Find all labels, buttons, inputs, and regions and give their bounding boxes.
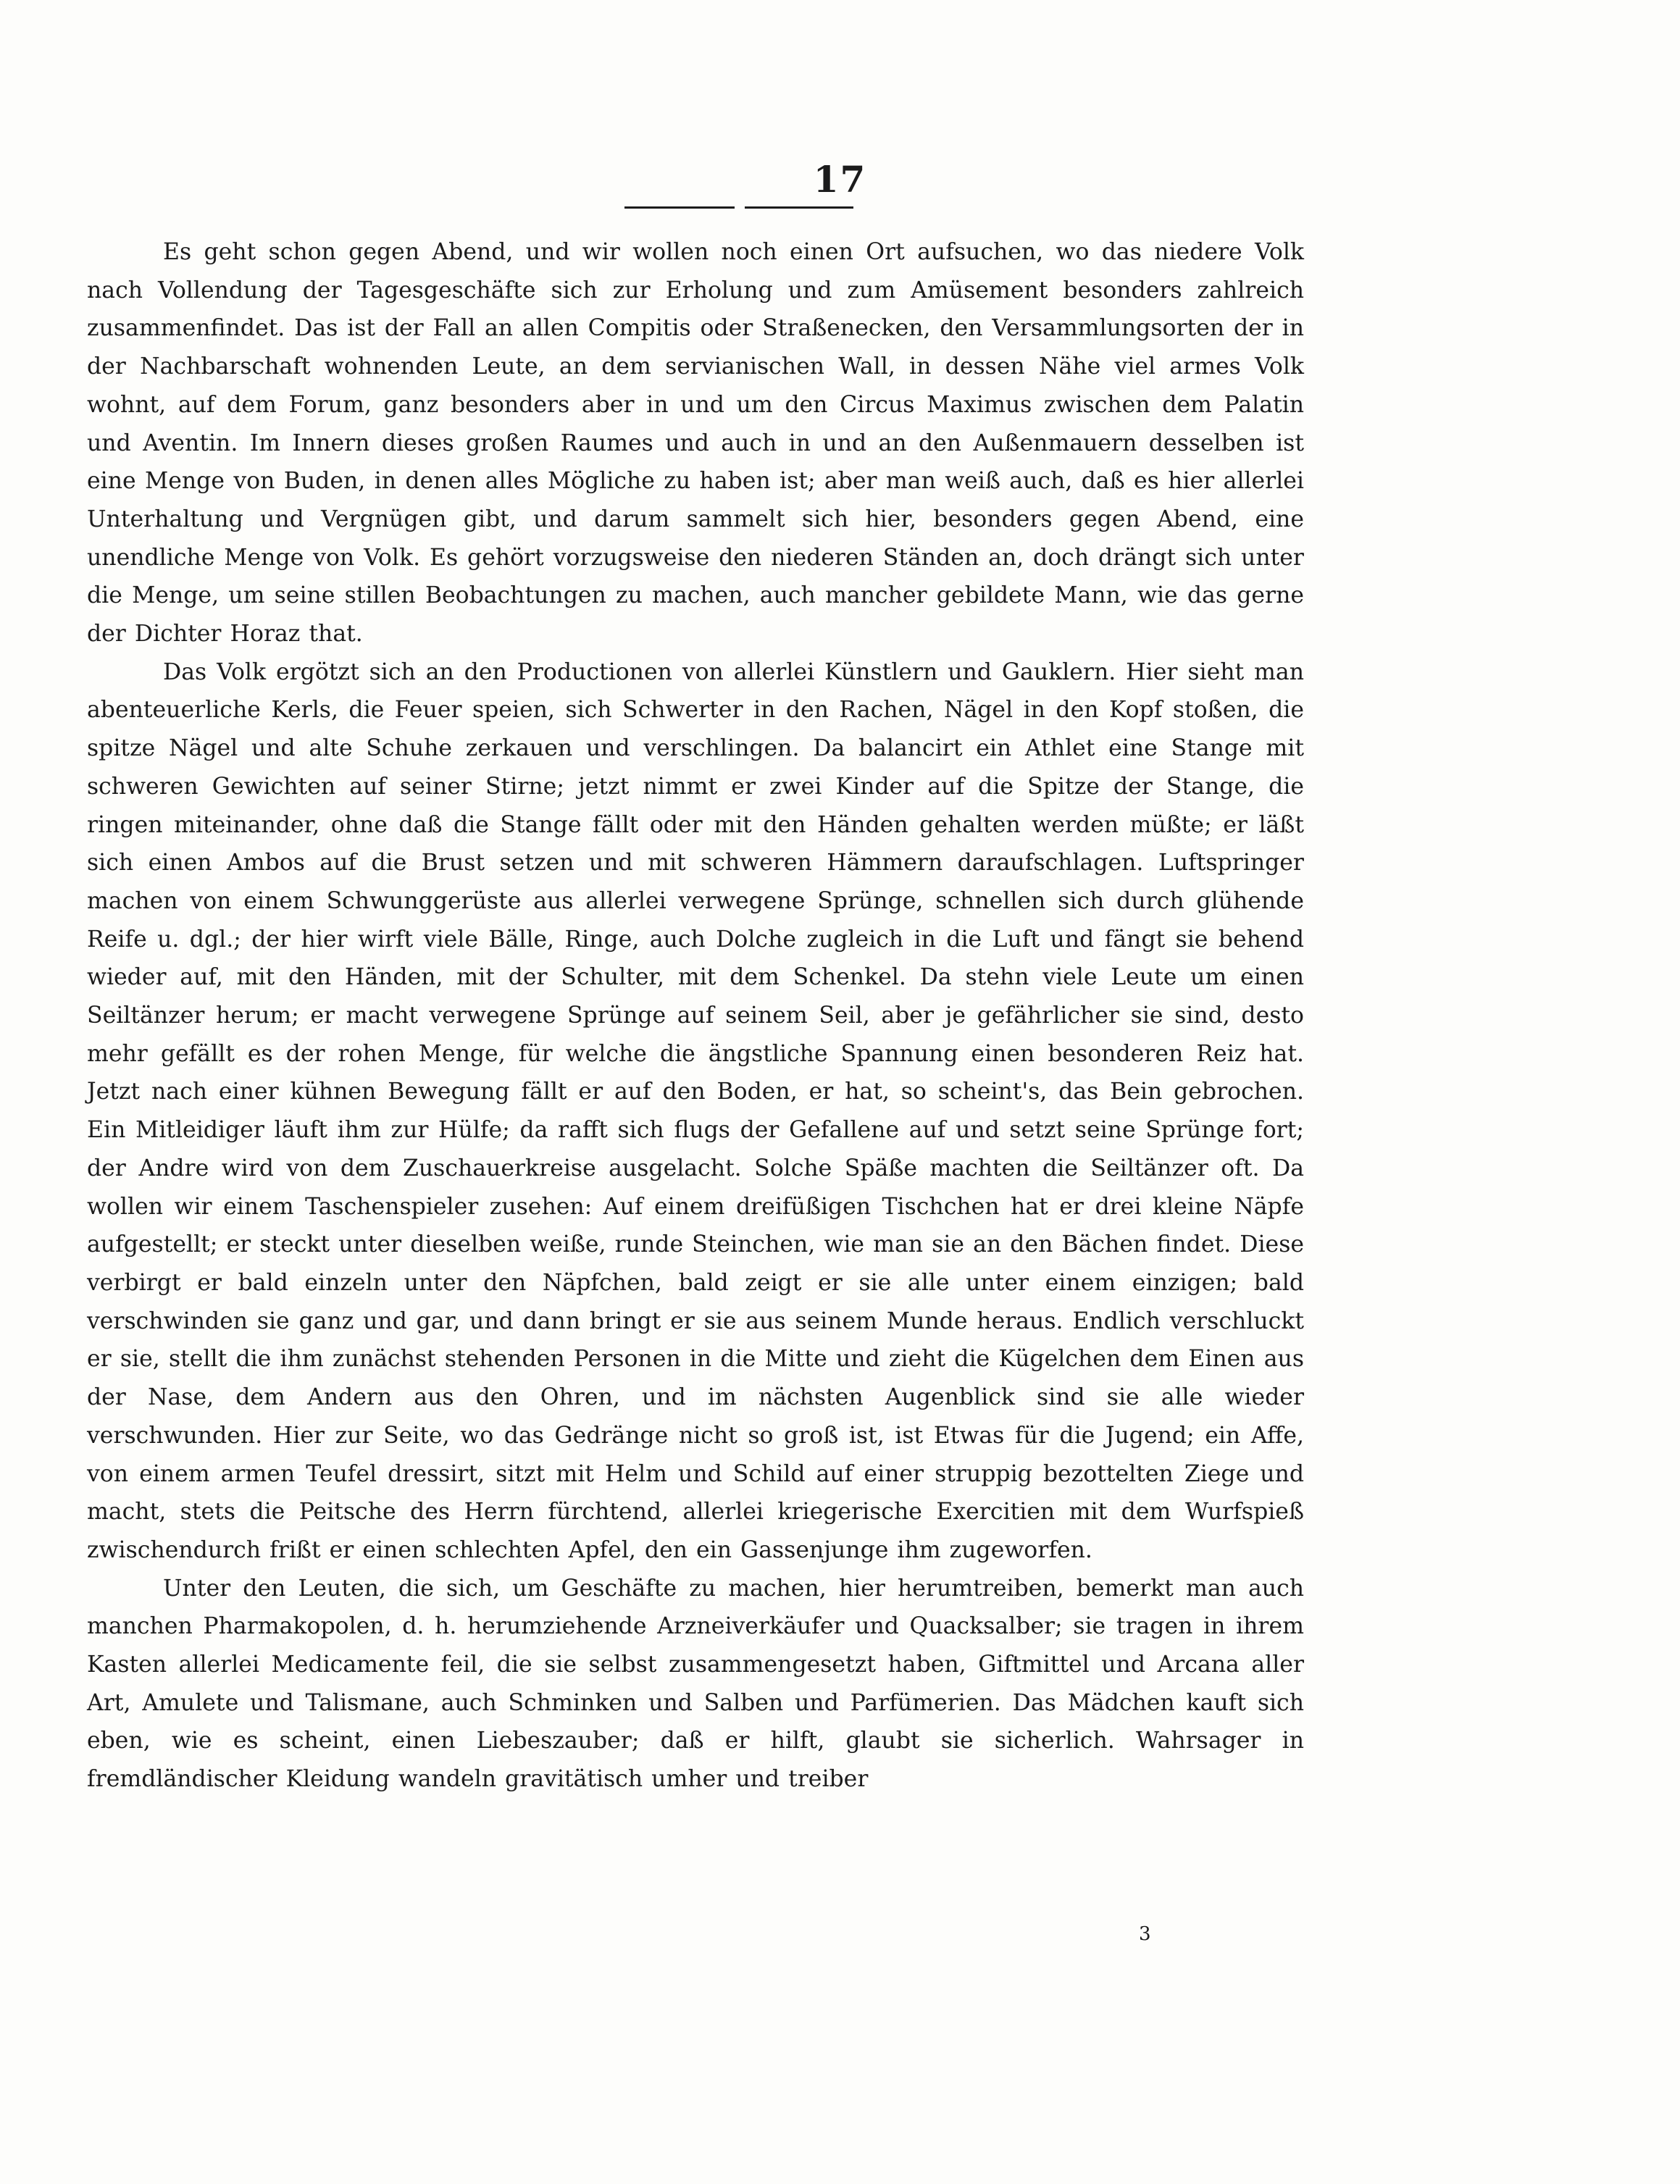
header-rule-right: [745, 206, 853, 209]
page-number: 17: [813, 158, 867, 201]
signature-mark: 3: [1139, 1923, 1151, 1945]
paragraph: Es geht schon gegen Abend, und wir wollen noch einen Ort aufsuchen, wo das niedere Volk nach Vollendung der Tagesgeschäfte sich zur Erholung und zum Amüsement besonders zahlreich zusammenfindet. Das ist der Fall an allen Compitis oder Straßenecken, den Versammlungsorten der in der Nachbarschaft wohnenden Leute, an dem servianischen Wall, in dessen Nähe viel armes Volk wohnt, auf dem Forum, ganz besonders aber in und um den Circus Maximus zwischen dem Palatin und Aventin. Im Innern dieses großen Raumes und auch in und an den Außenmauern desselben ist eine Menge von Buden, in denen alles Mögliche zu haben ist; aber man weiß auch, daß es hier allerlei Unterhaltung und Vergnügen gibt, und darum sammelt sich hier, besonders gegen Abend, eine unendliche Menge von Volk. Es gehört vorzugsweise den niederen Ständen an, doch drängt sich unter die Menge, um seine stillen Beobachtungen zu machen, auch mancher gebildete Mann, wie das gerne der Dichter Horaz that.: [87, 239, 1304, 648]
body-text: [87, 233, 1304, 1799]
paragraph: Unter den Leuten, die sich, um Geschäfte zu machen, hier herumtreiben, bemerkt man auch manchen Pharmakopolen, d. h. herumziehende Arzneiverkäufer und Quacksalber; sie tragen in ihrem Kasten allerlei Medicamente feil, die sie selbst zusammengesetzt haben, Giftmittel und Arcana aller Art, Amulete und Talismane, auch Schminken und Salben und Parfümerien. Das Mädchen kauft sich eben, wie es scheint, einen Liebeszauber; daß er hilft, glaubt sie sicherlich. Wahrsager in fremdländischer Kleidung wandeln gravitätisch umher und treiber: [87, 1575, 1304, 1793]
header-rule-left: [624, 206, 735, 209]
paragraph: Das Volk ergötzt sich an den Productionen von allerlei Künstlern und Gauklern. Hier sieht man abenteuerliche Kerls, die Feuer speien, sich Schwerter in den Rachen, Nägel in den Kopf stoßen, die spitze Nägel und alte Schuhe zerkauen und verschlingen. Da balancirt ein Athlet eine Stange mit schweren Gewichten auf seiner Stirne; jetzt nimmt er zwei Kinder auf die Spitze der Stange, die ringen miteinander, ohne daß die Stange fällt oder mit den Händen gehalten werden müßte; er läßt sich einen Ambos auf die Brust setzen und mit schweren Hämmern daraufschlagen. Luftspringer machen von einem Schwunggerüste aus allerlei verwegene Sprünge, schnellen sich durch glühende Reife u. dgl.; der hier wirft viele Bälle, Ringe, auch Dolche zugleich in die Luft und fängt sie behend wieder auf, mit den Händen, mit der Schulter, mit dem Schenkel. Da stehn viele Leute um einen Seiltänzer herum; er macht verwegene Sprünge auf seinem Seil, aber je gefährlicher sie sind, desto mehr gefällt es der rohen Menge, für welche die ängstliche Spannung einen besonderen Reiz hat. Jetzt nach einer kühnen Bewegung fällt er auf den Boden, er hat, so scheint's, das Bein gebrochen. Ein Mitleidiger läuft ihm zur Hülfe; da rafft sich flugs der Gefallene auf und setzt seine Sprünge fort; der Andre wird von dem Zuschauerkreise ausgelacht. Solche Späße machten die Seiltänzer oft. Da wollen wir einem Taschenspieler zusehen: Auf einem dreifüßigen Tischchen hat er drei kleine Näpfe aufgestellt; er steckt unter dieselben weiße, runde Steinchen, wie man sie an den Bächen findet. Diese verbirgt er bald einzeln unter den Näpfchen, bald zeigt er sie alle unter einem einzigen; bald verschwinden sie ganz und gar, und dann bringt er sie aus seinem Munde heraus. Endlich verschluckt er sie, stellt die ihm zunächst stehenden Personen in die Mitte und zieht die Kügelchen dem Einen aus der Nase, dem Andern aus den Ohren, und im nächsten Augenblick sind sie alle wieder verschwunden. Hier zur Seite, wo das Gedränge nicht so groß ist, ist Etwas für die Jugend; ein Affe, von einem armen Teufel dressirt, sitzt mit Helm und Schild auf einer struppig bezottelten Ziege und macht, stets die Peitsche des Herrn fürchtend, allerlei kriegerische Exercitien mit dem Wurfspieß zwischendurch frißt er einen schlechten Apfel, den ein Gassenjunge ihm zugeworfen.: [87, 658, 1304, 1563]
